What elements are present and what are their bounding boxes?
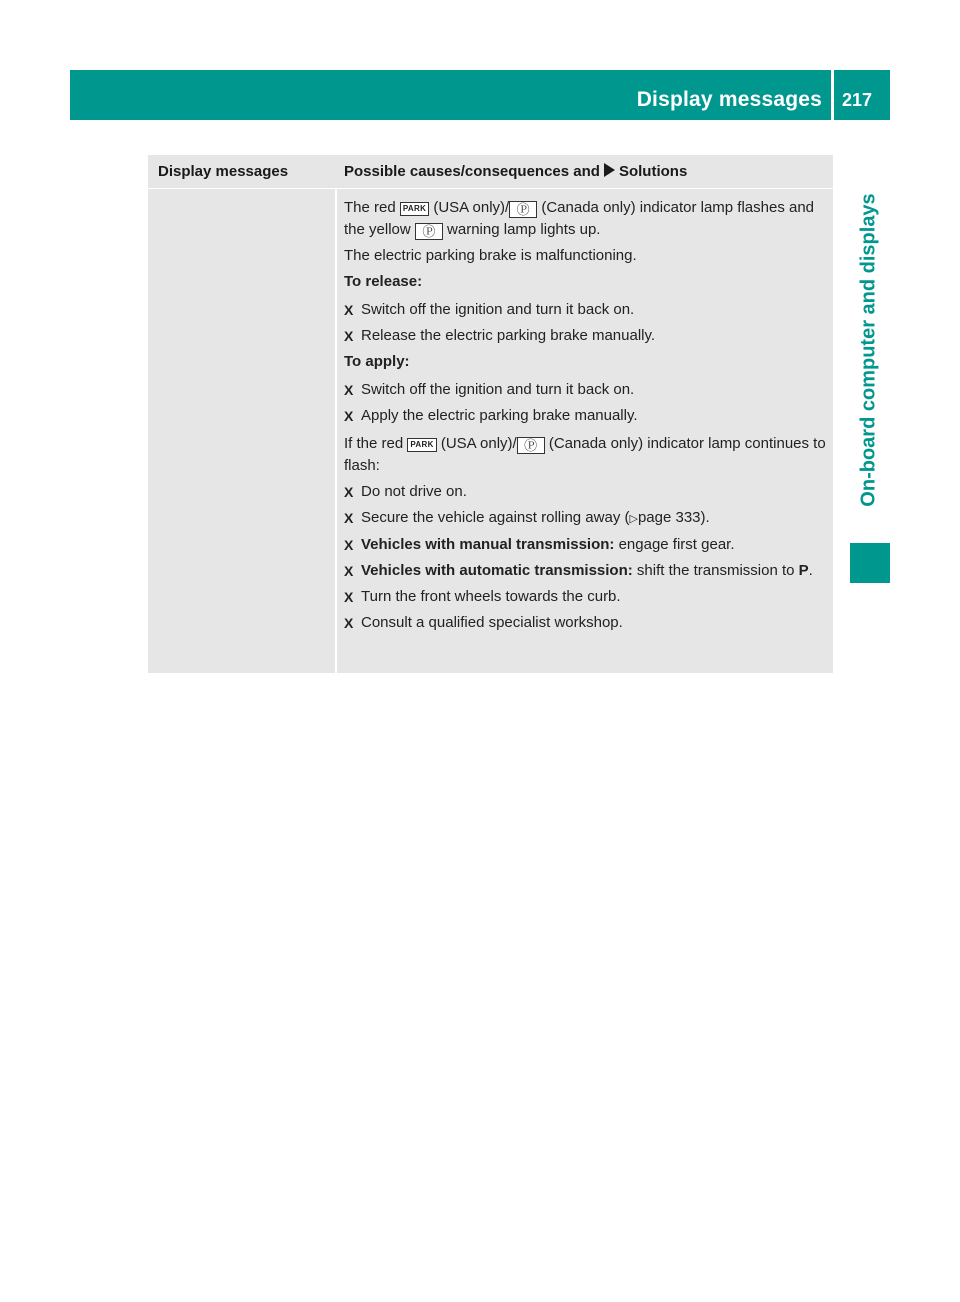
step-text: . (808, 562, 813, 579)
step-x-icon: X (344, 484, 354, 500)
step-text: Turn the front wheels towards the curb. (361, 588, 621, 605)
step-x-icon: X (344, 537, 354, 553)
release-label: To release: (344, 273, 423, 290)
page-header (70, 70, 890, 120)
step-text: Switch off the ignition and turn it back on. (361, 301, 635, 318)
paragraph-malfunction: The electric parking brake is malfunctioning. (344, 247, 637, 264)
step-x-icon: X (344, 563, 354, 579)
step-x-icon: X (344, 510, 354, 526)
parking-brake-icon: Ⓟ (509, 201, 537, 218)
step-text: Apply the electric parking brake manually. (361, 407, 638, 424)
col-header-pre: Possible causes/consequences and (344, 163, 600, 180)
step-x-icon: X (344, 408, 354, 424)
list-item (344, 612, 830, 634)
step-x-icon: X (344, 382, 354, 398)
park-icon: PARK (400, 202, 429, 216)
step-text: Release the electric parking brake manually. (361, 327, 656, 344)
park-icon: PARK (407, 438, 436, 452)
side-tab-label: On-board computer and displays (857, 193, 880, 507)
list-item (344, 299, 830, 321)
page-ref-arrow-icon: ▷ (629, 513, 638, 525)
text: (USA only)/ (440, 435, 517, 452)
list-item (344, 379, 830, 401)
step-x-icon: X (344, 328, 354, 344)
parking-brake-icon: Ⓟ (517, 437, 545, 454)
text: If the red (344, 435, 404, 452)
apply-label: To apply: (344, 353, 410, 370)
table-header (148, 155, 833, 188)
list-item (344, 560, 830, 582)
step-bold-text: Vehicles with manual transmission: (361, 536, 615, 553)
step-text: Switch off the ignition and turn it back on. (361, 381, 635, 398)
parking-brake-icon: Ⓟ (415, 223, 443, 240)
step-x-icon: X (344, 589, 354, 605)
step-bold-text: Vehicles with automatic transmission: (361, 562, 633, 579)
text: (Canada only) indicator lamp continues to flash: (344, 435, 826, 474)
header-title: Display messages (636, 88, 822, 111)
page-number: 217 (842, 90, 873, 110)
triangle-arrow-icon (604, 163, 615, 177)
step-text: Do not drive on. (361, 483, 467, 500)
col-display-messages-header: Display messages (158, 163, 289, 180)
side-tab-block (850, 543, 890, 583)
step-text: Consult a qualified specialist workshop. (361, 614, 623, 631)
paragraph-continues (344, 433, 830, 477)
step-text: Secure the vehicle against rolling away ( (361, 509, 630, 526)
text: (Canada only) indicator lamp flashes and the yellow (344, 199, 815, 238)
step-x-icon: X (344, 615, 354, 631)
step-x-icon: X (344, 302, 354, 318)
paragraph-indicator (344, 197, 830, 241)
list-item (344, 534, 830, 556)
gear-position-text: P (798, 562, 809, 579)
table-cell-message (148, 189, 335, 673)
side-tab (848, 165, 890, 535)
list-item (344, 481, 830, 503)
text: warning lamp lights up. (447, 221, 601, 238)
col-solutions-header (344, 163, 687, 180)
text: The red (344, 199, 396, 216)
list-item (344, 586, 830, 608)
list-item (344, 325, 830, 347)
list-item (344, 507, 830, 530)
text: (USA only)/ (433, 199, 510, 216)
header-divider (831, 70, 834, 120)
step-text: shift the transmission to (632, 562, 799, 579)
col-header-post: Solutions (618, 163, 688, 180)
step-text: engage first gear. (614, 536, 735, 553)
list-item (344, 405, 830, 427)
solutions-content (344, 197, 830, 638)
page-reference-link[interactable]: page 333). (637, 509, 710, 526)
